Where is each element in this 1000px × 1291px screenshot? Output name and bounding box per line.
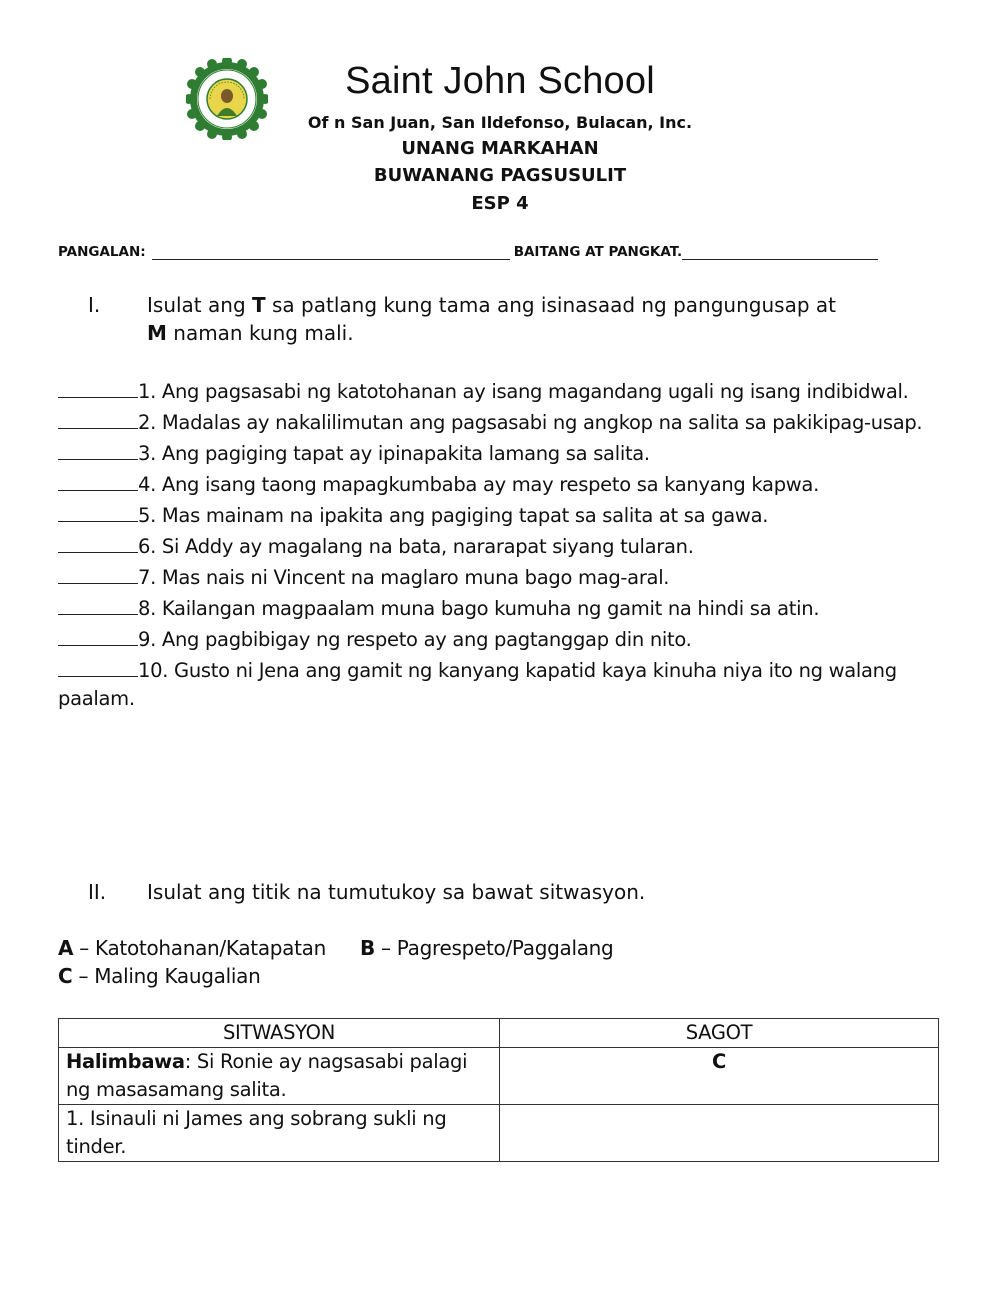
answer-blank[interactable] [58,654,138,677]
table-header-row [59,1019,939,1048]
answer-blank[interactable] [58,406,138,429]
name-label: PANGALAN: [58,244,146,260]
name-field[interactable] [152,245,510,260]
list-item [58,375,938,406]
legend-letter-c: C [58,964,73,988]
quarter-label: UNANG MARKAHAN [401,138,599,159]
legend-text-a: – Katotohanan/Katapatan [73,936,326,960]
situation-table [58,1018,939,1162]
list-item [58,530,938,561]
item-text: 10. Gusto ni Jena ang gamit ng kanyang kapatid kaya kinuha niya ito ng walang paalam. [58,659,897,710]
example-situation-cell [59,1048,500,1105]
list-item [58,561,938,592]
grade-section-field[interactable] [682,245,878,260]
item-text: 6. Si Addy ay magalang na bata, nararapat siyang tularan. [138,535,694,558]
legend-letter-a: A [58,936,74,960]
true-false-list [58,375,938,713]
section-2-number: II. [88,880,107,904]
school-name: Saint John School [345,60,655,102]
column-header-answer: SAGOT [500,1019,939,1048]
list-item [58,592,938,623]
item-text: 9. Ang pagbibigay ng respeto ay ang pagtanggap din nito. [138,628,692,651]
legend-text-b: – Pagrespeto/Paggalang [374,936,614,960]
table-row [59,1105,939,1162]
item-text: 2. Madalas ay nakalilimutan ang pagsasabi ng angkop na salita sa pakikipag-usap. [138,411,923,434]
answer-blank[interactable] [58,530,138,553]
legend-letter-b: B [360,936,375,960]
legend-row-1 [58,934,613,962]
legend-text-c: – Maling Kaugalian [72,964,261,988]
section-1-number: I. [88,293,101,317]
item-text: 5. Mas mainam na ipakita ang pagiging tapat sa salita at sa gawa. [138,504,769,527]
answer-blank[interactable] [58,561,138,584]
instruction-text: naman kung mali. [166,321,354,345]
situation-cell: 1. Isinauli ni James ang sobrang sukli ng tinder. [59,1105,500,1162]
table-row-example [59,1048,939,1105]
answer-blank[interactable] [58,468,138,491]
answer-blank[interactable] [58,437,138,460]
subject-label: ESP 4 [471,193,529,214]
example-text: : Si Ronie ay nagsasabi palagi ng masasamang salita. [66,1050,468,1101]
column-header-situation: SITWASYON [59,1019,500,1048]
answer-blank[interactable] [58,592,138,615]
item-text: 3. Ang pagiging tapat ay ipinapakita lamang sa salita. [138,442,650,465]
example-answer-cell: C [500,1048,939,1105]
instruction-text: Isulat ang [147,293,252,317]
answer-blank[interactable] [58,499,138,522]
list-item [58,499,938,530]
answer-cell[interactable] [500,1105,939,1162]
list-item [58,468,938,499]
answer-blank[interactable] [58,375,138,398]
section-2-text: Isulat ang titik na tumutukoy sa bawat sitwasyon. [147,880,646,904]
list-item [58,654,938,713]
legend-row-2 [58,962,260,990]
instruction-m-letter: M [147,321,167,345]
item-text: 7. Mas nais ni Vincent na maglaro muna bago mag-aral. [138,566,670,589]
list-item [58,406,938,437]
answer-blank[interactable] [58,623,138,646]
school-address: Of n San Juan, San Ildefonso, Bulacan, Inc. [307,113,693,132]
instruction-t-letter: T [252,293,266,317]
section-1-instruction [0,291,1000,351]
item-text: 8. Kailangan magpaalam muna bago kumuha ng gamit na hindi sa atin. [138,597,820,620]
grade-section-label: BAITANG AT PANGKAT. [513,244,683,260]
list-item [58,623,938,654]
section-2-instruction [0,878,1000,908]
item-text: 4. Ang isang taong mapagkumbaba ay may respeto sa kanyang kapwa. [138,473,819,496]
example-label: Halimbawa [66,1050,185,1073]
student-info-row [58,244,938,260]
list-item [58,437,938,468]
instruction-text: sa patlang kung tama ang isinasaad ng pangungusap at [265,293,836,317]
item-text: 1. Ang pagsasabi ng katotohanan ay isang magandang ugali ng isang indibidwal. [138,380,909,403]
section-1-text [147,291,937,347]
exam-type-label: BUWANANG PAGSUSULIT [373,165,627,186]
